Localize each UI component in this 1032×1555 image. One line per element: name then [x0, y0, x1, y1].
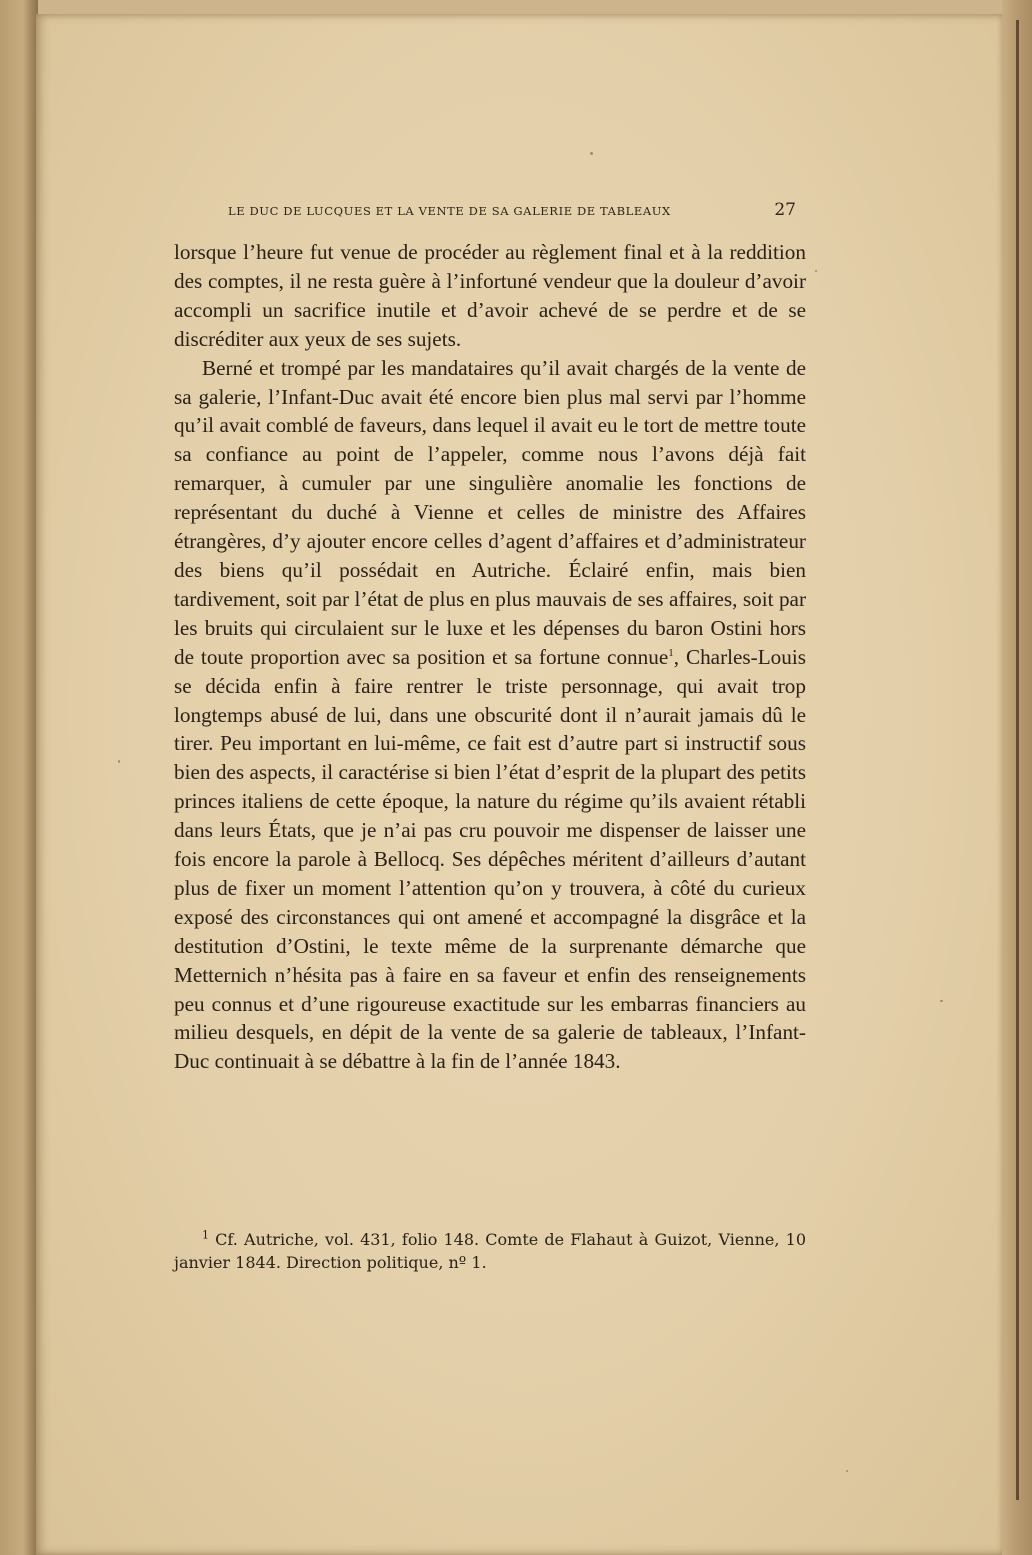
paragraph-2: [174, 354, 806, 1077]
paper-speck: [846, 1470, 848, 1472]
paper-speck: [815, 270, 817, 272]
footnotes: [174, 1228, 806, 1274]
running-title: LE DUC DE LUCQUES ET LA VENTE DE SA GALERIE DE TABLEAUX: [228, 204, 671, 218]
left-page-edge: [0, 0, 38, 1555]
paragraph-2-continuation: , Charles-Louis se décida enfin à faire rentrer le triste personnage, qui avait trop longtemps abusé de lui, dans une obscurité dont il n’aurait jamais dû le tirer. Peu important en lui-même, ce fait est d’autre part si instructif sous bien des aspects, il caractérise si bien l’état d’esprit de la plupart des petits princes italiens de cette époque, la nature du régime qu’ils avaient rétabli dans leurs États, que je n’ai pas cru pouvoir me dispenser de laisser une fois encore la parole à Bellocq. Ses dépêches méritent d’ailleurs d’autant plus de fixer un moment l’attention qu’on y trouvera, à côté du curieux exposé des circonstances qui ont amené et accompagné la disgrâce et la destitution d’Ostini, le texte même de la surprenante démarche que Metternich n’hésita pas à faire en sa faveur et enfin des renseignements peu connus et d’une rigoureuse exactitude sur les embarras financiers au milieu desquels, en dépit de la vente de sa galerie de tableaux, l’Infant-Duc continuait à se débattre à la fin de l’année 1843.: [174, 644, 806, 1074]
page-number: 27: [774, 200, 796, 220]
paragraph-2-text: Berné et trompé par les mandataires qu’il avait chargés de la vente de sa galerie, l’Infant-Duc avait été encore bien plus mal servi par l’homme qu’il avait comblé de faveurs, dans lequel il avait eu le tort de mettre toute sa confiance au point de l’appeler, comme nous l’avons déjà fait remarquer, à cumuler par une singulière anomalie les fonctions de représentant du duché à Vienne et celles de ministre des Affaires étrangères, d’y ajouter encore celles d’agent d’affaires et d’administrateur des biens qu’il possédait en Autriche. Éclairé enfin, mais bien tardivement, soit par l’état de plus en plus mauvais de ses affaires, soit par les bruits qui circulaient sur le luxe et les dépenses du baron Ostini hors de toute proportion avec sa position et sa fortune connue: [174, 355, 806, 669]
right-page-edge: [1002, 0, 1032, 1555]
paper-speck: [940, 1000, 943, 1002]
paper-speck: [118, 760, 120, 763]
footnote-1: [174, 1228, 806, 1274]
footnote-reference: 1: [668, 646, 674, 659]
body-text: [174, 238, 806, 1076]
paragraph-1: lorsque l’heure fut venue de procéder au règlement final et à la reddition des comptes, il ne resta guère à l’infortuné vendeur que la douleur d’avoir accompli un sacrifice inutile et d’avoir achevé de se perdre et de se discréditer aux yeux de ses sujets.: [174, 240, 806, 351]
paper-speck: [590, 152, 593, 155]
footnote-marker: 1: [202, 1228, 209, 1242]
running-header: [228, 200, 796, 224]
footnote-text: Cf. Autriche, vol. 431, folio 148. Comte de Flahaut à Guizot, Vienne, 10 janvier 1844. Direction politique, nº 1.: [174, 1230, 806, 1272]
